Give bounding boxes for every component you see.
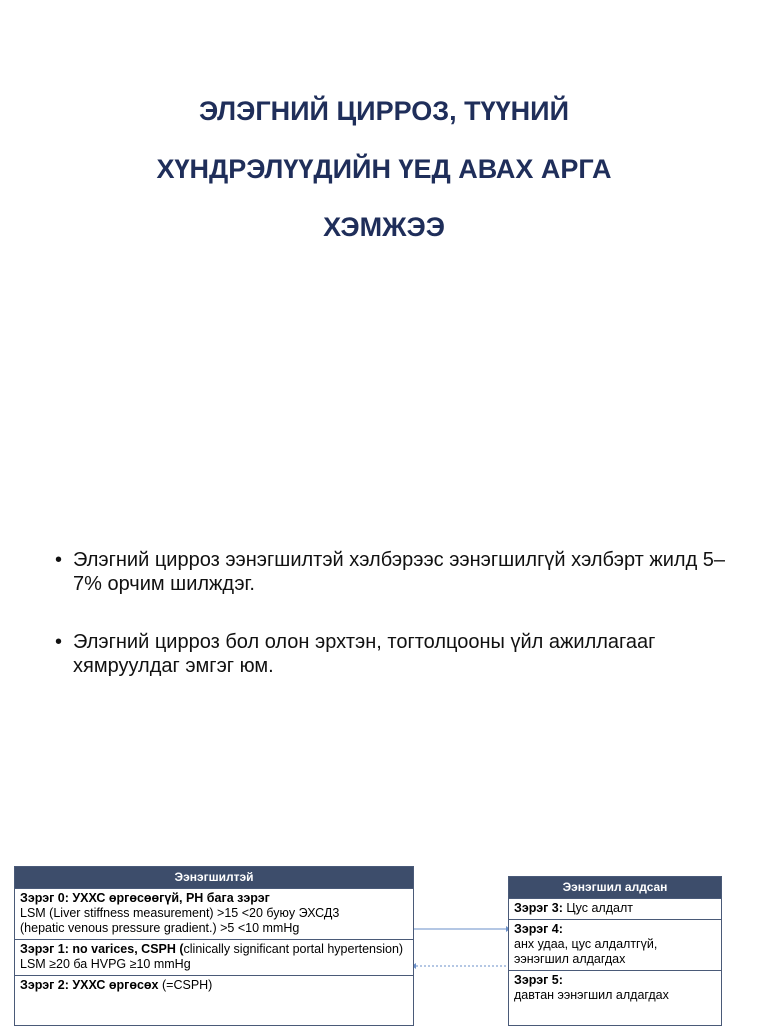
stage-0-line-2: (hepatic venous pressure gradient.) >5 <10 mmHg xyxy=(20,921,300,935)
stage-2-heading: Зэрэг 2: УХХС өргөсөх xyxy=(20,978,159,992)
stage-1-heading-rest: clinically significant portal hypertension) xyxy=(183,942,404,956)
stage-5-row xyxy=(509,970,721,1006)
bullet-item-1: • Элэгний цирроз ээнэгшилтэй хэлбэрээс ээнэгшилгүй хэлбэрт жилд 5–7% орчим шилждэг. xyxy=(55,548,745,596)
stage-1-heading: Зэрэг 1: no varices, CSPH ( xyxy=(20,942,184,956)
title-line-1: ЭЛЭГНИЙ ЦИРРОЗ, ТҮҮНИЙ xyxy=(199,96,569,126)
stage-3-row xyxy=(509,898,721,919)
slide-title xyxy=(60,82,708,256)
stage-4-line-1: анх удаа, цус алдалтгүй, xyxy=(514,937,658,951)
stage-4-row xyxy=(509,919,721,970)
stage-5-line-1: давтан ээнэгшил алдагдах xyxy=(514,988,669,1002)
bullet-item-2: • Элэгний цирроз бол олон эрхтэн, тогтолцооны үйл ажиллагааг хямруулдаг эмгэг юм. xyxy=(55,630,745,678)
title-line-2: ХҮНДРЭЛҮҮДИЙН ҮЕД АВАХ АРГА xyxy=(156,154,612,184)
stage-3-rest: Цус алдалт xyxy=(562,901,633,915)
stage-2-row xyxy=(15,975,413,996)
title-line-3: ХЭМЖЭЭ xyxy=(323,212,445,242)
decompensated-box xyxy=(508,876,722,1026)
stage-5-heading: Зэрэг 5: xyxy=(514,973,563,987)
stage-4-line-2: ээнэгшил алдагдах xyxy=(514,952,626,966)
decompensated-header: Ээнэгшил алдсан xyxy=(509,877,721,898)
stage-2-rest: (=CSPH) xyxy=(158,978,213,992)
stage-0-heading: Зэрэг 0: УХХС өргөсөөгүй, PH бага зэрэг xyxy=(20,891,270,905)
compensated-header: Ээнэгшилтэй xyxy=(15,867,413,888)
stage-3-heading: Зэрэг 3: xyxy=(514,901,563,915)
stage-0-line-1: LSM (Liver stiffness measurement) >15 <20 буюу ЭХСД3 xyxy=(20,906,340,920)
stage-1-line-1: LSM ≥20 ба HVPG ≥10 mmHg xyxy=(20,957,191,971)
compensated-box xyxy=(14,866,414,1026)
stage-1-row xyxy=(15,939,413,975)
stage-4-heading: Зэрэг 4: xyxy=(514,922,563,936)
bullet-list xyxy=(55,548,745,712)
stage-0-row xyxy=(15,888,413,939)
